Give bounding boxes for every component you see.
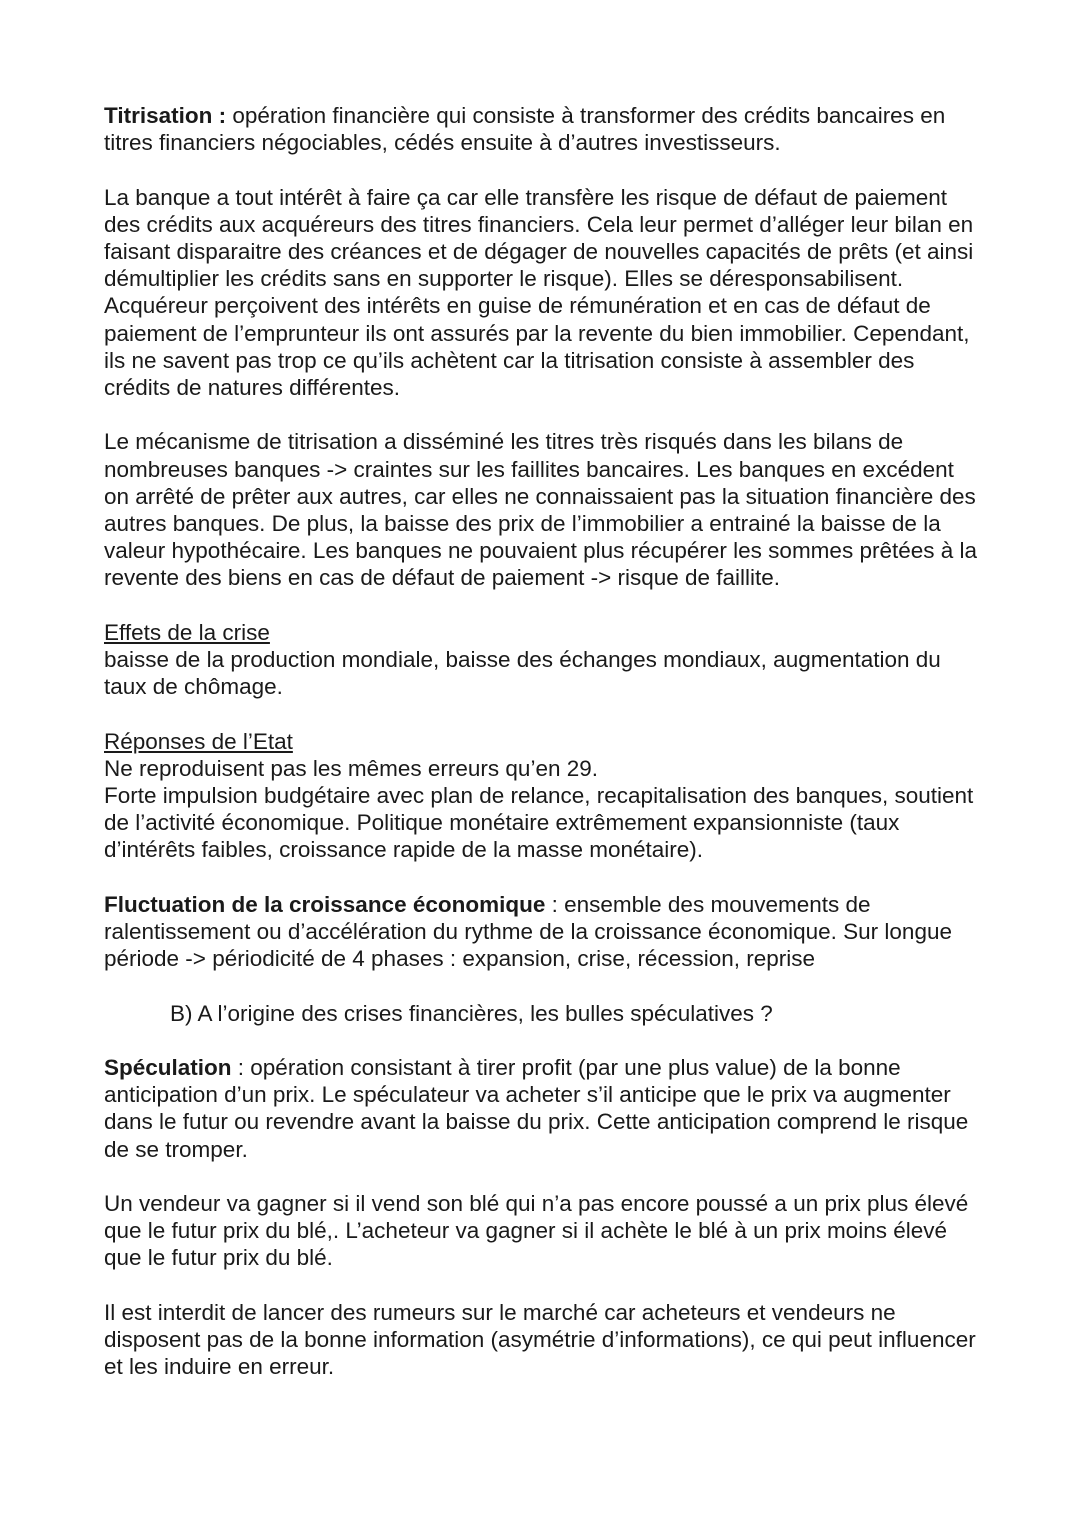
effets-heading: Effets de la crise bbox=[104, 619, 270, 645]
titrisation-term: Titrisation : bbox=[104, 103, 227, 128]
reponses-section bbox=[104, 728, 984, 864]
titrisation-definition-text: opération financière qui consiste à transformer des crédits bancaires en titres financiers négociables, cédés ensuite à d’autres investisseurs. bbox=[104, 103, 946, 156]
reponses-line-2: Forte impulsion budgétaire avec plan de relance, recapitalisation des banques, soutient de l’activité économique. Politique monétaire extrêmement expansionniste (taux d’intérêts faibles, croissance rapide de la masse monétaire). bbox=[104, 783, 974, 863]
document-page bbox=[104, 102, 984, 1408]
fluctuation-definition-text: : ensemble des mouvements de ralentissement ou d’accélération du rythme de la croissance économique. Sur longue période -> périodicité de 4 phases : expansion, crise, récession, reprise bbox=[104, 891, 952, 972]
reponses-line-1: Ne reproduisent pas les mêmes erreurs qu’en 29. bbox=[104, 755, 599, 781]
vendeur-paragraph: Un vendeur va gagner si il vend son blé qui n’a pas encore poussé a un prix plus élevé que le futur prix du blé,. L’acheteur va gagner si il achète le blé à un prix moins élevé que le futur prix du blé. bbox=[104, 1191, 969, 1271]
speculation-definition-text: : opération consistant à tirer profit (par une plus value) de la bonne anticipation d’un prix. Le spéculateur va acheter s’il anticipe que le prix va augmenter dans le futur ou revendre avant la baisse du prix. Cette anticipation comprend le risque de se tromper. bbox=[104, 1055, 969, 1162]
speculation-definition bbox=[104, 1054, 984, 1163]
titrisation-definition bbox=[104, 102, 984, 156]
effets-text: baisse de la production mondiale, baisse des échanges mondiaux, augmentation du taux de chômage. bbox=[104, 647, 941, 700]
speculation-term: Spéculation bbox=[104, 1055, 232, 1080]
mecanisme-paragraph: Le mécanisme de titrisation a disséminé les titres très risqués dans les bilans de nombreuses banques -> craintes sur les faillites bancaires. Les banques en excédent on arrêté de prêter aux autres, car elles ne connaissaient pas la situation financière des autres banques. De plus, la baisse des prix de l’immobilier a entrainé la baisse de la valeur hypothécaire. Les banques ne pouvaient plus récupérer les sommes prêtées à la revente des biens en cas de défaut de paiement -> risque de faillite. bbox=[104, 429, 978, 591]
fluctuation-term: Fluctuation de la croissance économique bbox=[104, 891, 546, 917]
effets-section bbox=[104, 619, 984, 701]
rumeurs-paragraph: Il est interdit de lancer des rumeurs sur le marché car acheteurs et vendeurs ne disposent pas de la bonne information (asymétrie d’informations), ce qui peut influencer et les induire en erreur. bbox=[104, 1299, 976, 1380]
section-b-title: B) A l’origine des crises financières, les bulles spéculatives ? bbox=[170, 1000, 773, 1026]
reponses-heading: Réponses de l’Etat bbox=[104, 728, 293, 754]
banque-paragraph: La banque a tout intérêt à faire ça car elle transfère les risque de défaut de paiement des crédits aux acquéreurs des titres financiers. Cela leur permet d’alléger leur bilan en faisant disparaitre des créances et de dégager de nouvelles capacités de prêts (et ainsi démultiplier les crédits sans en supporter le risque). Elles se déresponsabilisent. Acquéreur perçoivent des intérêts en guise de rémunération et en cas de défaut de paiement de l’emprunteur ils ont assurés par la revente du bien immobilier. Cependant, ils ne savent pas trop ce qu’ils achètent car la titrisation consiste à assembler des crédits de natures différentes. bbox=[104, 184, 974, 401]
fluctuation-definition bbox=[104, 891, 984, 973]
